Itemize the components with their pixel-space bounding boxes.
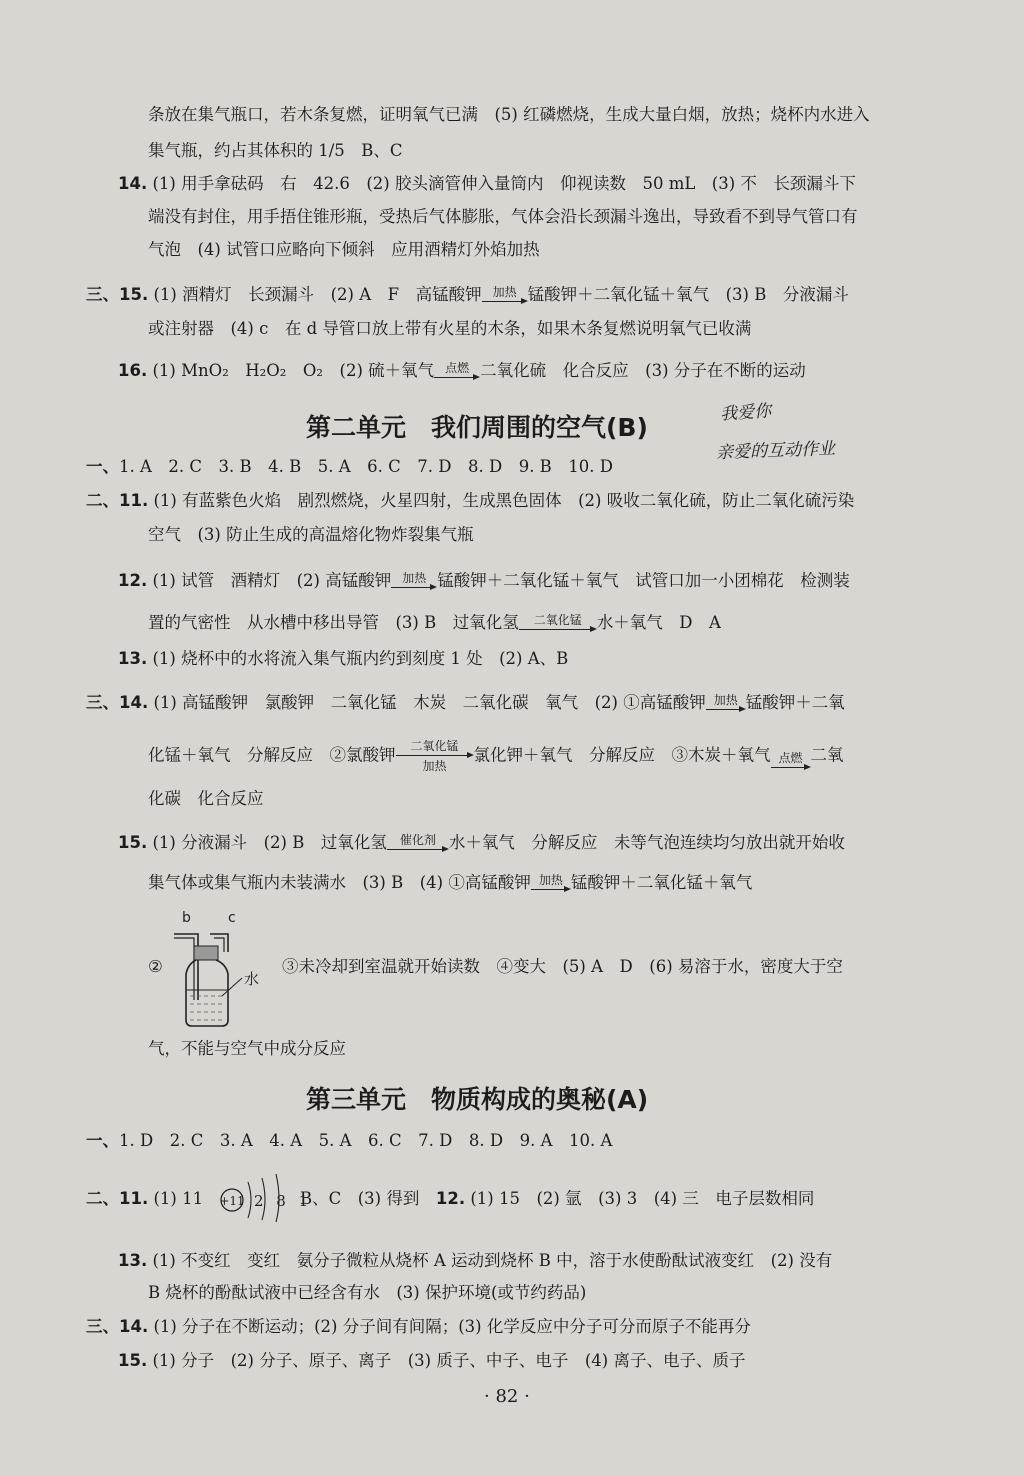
reaction-arrow: 催化剂 bbox=[387, 834, 449, 854]
label-b: b bbox=[182, 910, 191, 926]
reaction-arrow: 二氧化锰 bbox=[519, 614, 597, 634]
reaction-arrow: 加热 bbox=[531, 874, 571, 894]
unit2b-line-13: 气，不能与空气中成分反应 bbox=[148, 1039, 346, 1058]
unit2b-line-3: 空气 (3) 防止生成的高温熔化物炸裂集气瓶 bbox=[148, 525, 474, 544]
handwritten-note-1: 我爱你 bbox=[719, 401, 772, 425]
unit3a-q11-rest: B、C (3) 得到 12. (1) 15 (2) 氩 (3) 3 (4) 三 电子层数相同 bbox=[300, 1189, 815, 1208]
unit2b-mc-line: 一、1. A 2. C 3. B 4. B 5. A 6. C 7. D 8. D 9. B 10. D bbox=[86, 457, 614, 476]
gas-bottle-diagram bbox=[166, 908, 266, 1032]
line-2: 集气瓶，约占其体积的 1/5 B、C bbox=[148, 141, 403, 160]
label-c: c bbox=[228, 910, 236, 926]
reaction-arrow: 点燃 bbox=[771, 752, 811, 772]
unit3a-q13-line: 13. (1) 不变红 变红 氨分子微粒从烧杯 A 运动到烧杯 B 中，溶于水使酚酞试液变红 (2) 没有 bbox=[118, 1251, 833, 1270]
unit2b-line-5: 置的气密性 从水槽中移出导管 (3) B 过氧化氢 二氧化锰 水＋氧气 D A bbox=[148, 613, 721, 632]
reaction-arrow: 加热 bbox=[391, 572, 437, 592]
q14-line: 14. (1) 用手拿砝码 右 42.6 (2) 胶头滴管伸入量筒内 仰视读数 50 mL (3) 不 长颈漏斗下 bbox=[118, 174, 856, 193]
circled-2: ② bbox=[148, 957, 163, 976]
atom-structure-diagram bbox=[218, 1168, 313, 1218]
line-1: 条放在集气瓶口，若木条复燃，证明氧气已满 (5) 红磷燃烧，生成大量白烟，放热；烧杯内水进入 bbox=[148, 105, 870, 124]
unit2b-line-11: 集气体或集气瓶内未装满水 (3) B (4) ①高锰酸钾 加热 锰酸钾＋二氧化锰＋氧气 bbox=[148, 873, 753, 892]
unit2b-line-12: ③未冷却到室温就开始读数 ④变大 (5) A D (6) 易溶于水，密度大于空 bbox=[282, 957, 843, 976]
atom-shells: 2 8 1 bbox=[254, 1192, 313, 1210]
line-7: 或注射器 (4) c 在 d 导管口放上带有火星的木条，如果木条复燃说明氧气已收满 bbox=[148, 319, 752, 338]
reaction-arrow: 加热 bbox=[482, 286, 528, 306]
unit2b-q13-line: 13. (1) 烧杯中的水将流入集气瓶内约到刻度 1 处 (2) A、B bbox=[118, 649, 569, 668]
line-5: 气泡 (4) 试管口应略向下倾斜 应用酒精灯外焰加热 bbox=[148, 240, 540, 259]
unit2b-q11-line: 二、11. (1) 有蓝紫色火焰 剧烈燃烧，火星四射，生成黑色固体 (2) 吸收二氧化硫，防止二氧化硫污染 bbox=[86, 491, 855, 510]
unit2b-line-8: 化锰＋氧气 分解反应 ②氯酸钾 二氧化锰 加热 氯化钾＋氧气 分解反应 ③木炭＋氧气 点燃 二氧 bbox=[148, 739, 844, 773]
unit2b-q14-line: 三、14. (1) 高锰酸钾 氯酸钾 二氧化锰 木炭 二氧化碳 氧气 (2) ①高锰酸钾 加热 锰酸钾＋二氧 bbox=[86, 693, 845, 712]
label-water: 水 bbox=[244, 970, 260, 988]
handwritten-note-2: 亲爱的互动作业 bbox=[715, 438, 836, 464]
unit3a-q14-line: 三、14. (1) 分子在不断运动；(2) 分子间有间隔；(3) 化学反应中分子可分而原子不能再分 bbox=[86, 1317, 751, 1336]
unit2b-q12-line: 12. (1) 试管 酒精灯 (2) 高锰酸钾 加热 锰酸钾＋二氧化锰＋氧气 试管口加一小团棉花 检测装 bbox=[118, 571, 850, 590]
unit2b-q15-line: 15. (1) 分液漏斗 (2) B 过氧化氢 催化剂 水＋氧气 分解反应 未等气泡连续均匀放出就开始收 bbox=[118, 833, 845, 852]
q15-line: 三、15. (1) 酒精灯 长颈漏斗 (2) A F 高锰酸钾 加热 锰酸钾＋二氧化锰＋氧气 (3) B 分液漏斗 bbox=[86, 285, 849, 304]
reaction-arrow: 加热 bbox=[706, 694, 746, 714]
unit3a-mc-line: 一、1. D 2. C 3. A 4. A 5. A 6. C 7. D 8. D 9. A 10. A bbox=[86, 1131, 613, 1150]
page-number: · 82 · bbox=[484, 1386, 530, 1407]
line-4: 端没有封住，用手捂住锥形瓶，受热后气体膨胀，气体会沿长颈漏斗逸出，导致看不到导气管口有 bbox=[148, 207, 858, 226]
unit3a-line-4: B 烧杯的酚酞试液中已经含有水 (3) 保护环境(或节约药品) bbox=[148, 1283, 587, 1302]
reaction-arrow: 二氧化锰 加热 bbox=[396, 740, 474, 772]
section-title-unit2b: 第二单元 我们周围的空气(B) bbox=[306, 413, 648, 442]
unit3a-q11-line: 二、11. (1) 11 bbox=[86, 1189, 204, 1208]
unit3a-q15-line: 15. (1) 分子 (2) 分子、原子、离子 (3) 质子、中子、电子 (4) 离子、电子、质子 bbox=[118, 1351, 746, 1370]
unit2b-line-9: 化碳 化合反应 bbox=[148, 789, 264, 808]
section-title-unit3a: 第三单元 物质构成的奥秘(A) bbox=[306, 1085, 649, 1114]
reaction-arrow: 点燃 bbox=[434, 362, 480, 382]
atom-nucleus: +11 bbox=[219, 1194, 245, 1208]
q16-line: 16. (1) MnO₂ H₂O₂ O₂ (2) 硫＋氧气 点燃 二氧化硫 化合反应 (3) 分子在不断的运动 bbox=[118, 361, 806, 380]
